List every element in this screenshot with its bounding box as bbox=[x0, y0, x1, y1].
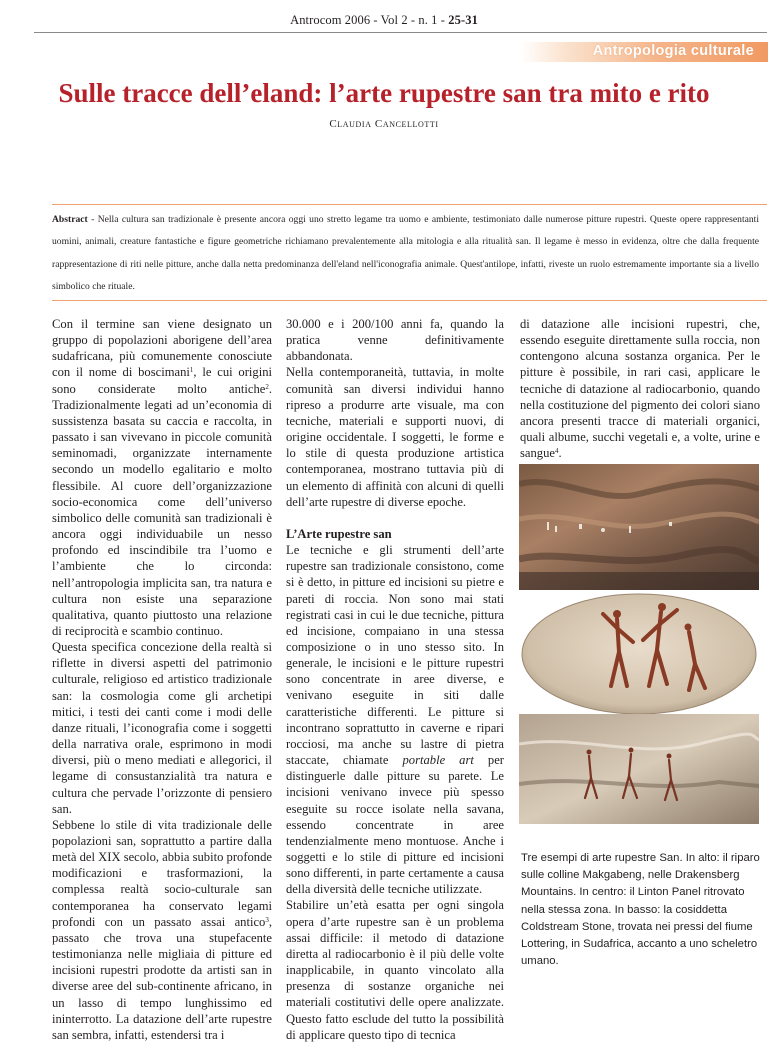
text-run: di datazione alle incisioni rupestri, che, essendo eseguite direttamente sulla roccia, non contengono alcuna sostanza organica. Per le pitture è possibile, in rari casi, applicare le tecniche di datazione al radiocarbonio, quando nella costituzione del pigmento dei colori siano ancora presenti tracce di materiali organici, quali albume, succhi vegetali e, a volte, urine e sangue bbox=[520, 317, 760, 461]
italic-term: portable art bbox=[402, 753, 474, 768]
page-range: 25-31 bbox=[448, 13, 478, 27]
text-run: . bbox=[558, 446, 562, 461]
text-run: Sebbene lo stile di vita tradizionale delle popolazioni san, soprattutto a partire dalla metà del XIX secolo, abbia subito profonde modificazioni e trasformazioni, la complessa realtà socio-culturale san contemporanea ha conservato legami profondi con un passato assai antico bbox=[52, 817, 272, 929]
journal-info: Antrocom 2006 - Vol 2 - n. 1 - bbox=[290, 13, 446, 27]
running-head bbox=[0, 13, 768, 28]
paragraph bbox=[520, 316, 760, 461]
text-run: Le tecniche e gli strumenti dell’arte rupestre san tradizionale consistono, come si è detto, in pitture ed incisioni su pietre e pareti di roccia. Non sono mai stati registrati casi in cui le due tecniche, pittura ed incisione, compaiano in una stessa composizione o in uno stesso sito. In generale, le incisioni e le pitture rupestri sono concentrate in aree diverse, e venivano eseguite in siti dalle caratteristiche differenti. Le pitture si incontrano soprattutto in caverne e ripari rocciosi, ma anche su lastre di pietra staccate, chiamate bbox=[286, 543, 504, 768]
header-rule bbox=[34, 32, 767, 33]
coldstream-stone-photo bbox=[519, 714, 759, 824]
rock-shelter-photo bbox=[519, 464, 759, 590]
abstract-text: - Nella cultura san tradizionale è presente ancora oggi uno stretto legame tra uomo e ambiente, testimoniato dalle numerose pitture rupestri. Queste opere rappresentanti uomini, animali, creature fantastiche e figure geometriche richiamano prevalentemente alla mitologia e alla ritualità san. Il legame è messo in evidenza, oltre che dalla frequente rappresentazione di riti nelle pitture, anche dalla netta predominanza dell'eland nell'iconografia animale. Quest'antilope, infatti, riveste un ruolo estremamente importante sia a livello simbolico che rituale. bbox=[52, 214, 759, 292]
paragraph: Nella contemporaneità, tuttavia, in molte comunità san diversi individui hanno ripreso a produrre arte visuale, ma con tecniche, materiali e supporti nuovi, di origine occidentale. I soggetti, le forme e lo stile di questa produzione artistica contemporanea, mostrano tuttavia più di un elemento di affinità con alcuni di quelli dell’arte rupestre di diverse epoche. bbox=[286, 365, 504, 509]
abstract-label: Abstract bbox=[52, 214, 88, 225]
footnote-ref[interactable]: 4 bbox=[554, 447, 559, 456]
abstract-top-rule bbox=[52, 204, 767, 205]
abstract bbox=[52, 209, 759, 298]
paragraph: Questa specifica concezione della realtà si riflette in diversi aspetti del patrimonio culturale, religioso ed artistico tradizionale san: la cosmologia come gli archetipi mitici, i testi dei canti come i modi delle danze rituali, l’iconografia come i soggetti della narrativa orale, esprimono in modi diversi, più o meno mediati e allegorici, il legame di consustanzialità tra natura e cultura che pervade l’orizzonte di pensiero san. bbox=[52, 640, 272, 816]
paragraph: 30.000 e i 200/100 anni fa, quando la pratica venne definitivamente abbandonata. bbox=[286, 317, 504, 364]
text-run: , passato che trova una stupefacente testimonianza nelle migliaia di pitture ed incisioni rupestri prodotte da artisti san in diverse aree del sub-continente africano, in un lasso di tempo lunghissimo ed ininterrotto. La datazione dell’arte rupestre san sembra, infatti, estendersi tra i bbox=[52, 914, 272, 1042]
paragraph bbox=[52, 316, 272, 639]
figure-caption: Tre esempi di arte rupestre San. In alto: il riparo sulle colline Makgabeng, nelle Drakensberg Mountains. In centro: il Linton Panel ritrovato nella stessa zona. In basso: la cosiddetta Coldstream Stone, trovata nei pressi del fiume Lottering, in Sudafrica, accanto a uno scheletro umano. bbox=[521, 852, 760, 968]
column-2 bbox=[286, 316, 504, 1043]
abstract-bottom-rule bbox=[52, 300, 767, 301]
section-heading: L’Arte rupestre san bbox=[286, 526, 392, 541]
linton-panel-photo bbox=[519, 590, 759, 714]
text-run: , le cui origini sono considerate molto antiche bbox=[52, 365, 272, 396]
column-3 bbox=[520, 316, 760, 461]
text-run: Con il termine san viene designato un gruppo di popolazioni aborigene dell’area sudafricana, più comunemente conosciute con il nome di boscimani bbox=[52, 317, 272, 380]
footnote-ref[interactable]: 3 bbox=[265, 915, 269, 924]
footnote-ref[interactable]: 2 bbox=[265, 382, 269, 391]
paragraph bbox=[286, 542, 504, 897]
paragraph: Stabilire un’età esatta per ogni singola opera d’arte rupestre san è un problema assai difficile: il metodo di datazione diretta al radiocarbonio è il più delle volte inapplicabile, in quanto vincolato alla presenza di sostanze organiche nei materiali costitutivi delle opere analizzate. Questo fatto esclude del tutto la possibilità di applicare questo tipo di tecnica bbox=[286, 898, 504, 1042]
article-title: Sulle tracce dell’eland: l’arte rupestre san tra mito e rito bbox=[58, 78, 710, 108]
text-run: per distinguerle dalle pitture su parete. Le incisioni venivano invece più spesso eseguite su rocce isolate nella savana, essendo concentrate in aree tendenzialmente meno montuose. Anche i soggetti e lo stile di pitture ed incisioni sono differenti, in parte certamente a causa della diversità delle tecniche utilizzate. bbox=[286, 753, 504, 897]
section-label: Antropologia culturale bbox=[592, 43, 754, 59]
section-banner bbox=[520, 42, 768, 62]
text-run: . Tradizionalmente legati ad un’economia di sussistenza basata su caccia e raccolta, in passato i san vivevano in piccole comunità seminomadi, organizzate internamente secondo un modello egalitario e molto flessibile. Al cuore dell’organizzazione socio-economica come dell’universo simbolico delle comunità san tradizionali è ancora oggi individuabile un nesso profondo ed inscindibile tra l’uomo e l’ambiente che lo circonda: nell’antropologia implicita san, tra natura e cultura non esiste una separazione qualitativa, quanto piuttosto una relazione di reciprocità e scambio continuo. bbox=[52, 381, 272, 638]
footnote-ref[interactable]: 1 bbox=[189, 366, 194, 375]
figure-rock-art bbox=[519, 464, 759, 824]
paragraph bbox=[52, 817, 272, 1043]
article-author: Claudia Cancellotti bbox=[329, 118, 439, 130]
column-1 bbox=[52, 316, 272, 1043]
